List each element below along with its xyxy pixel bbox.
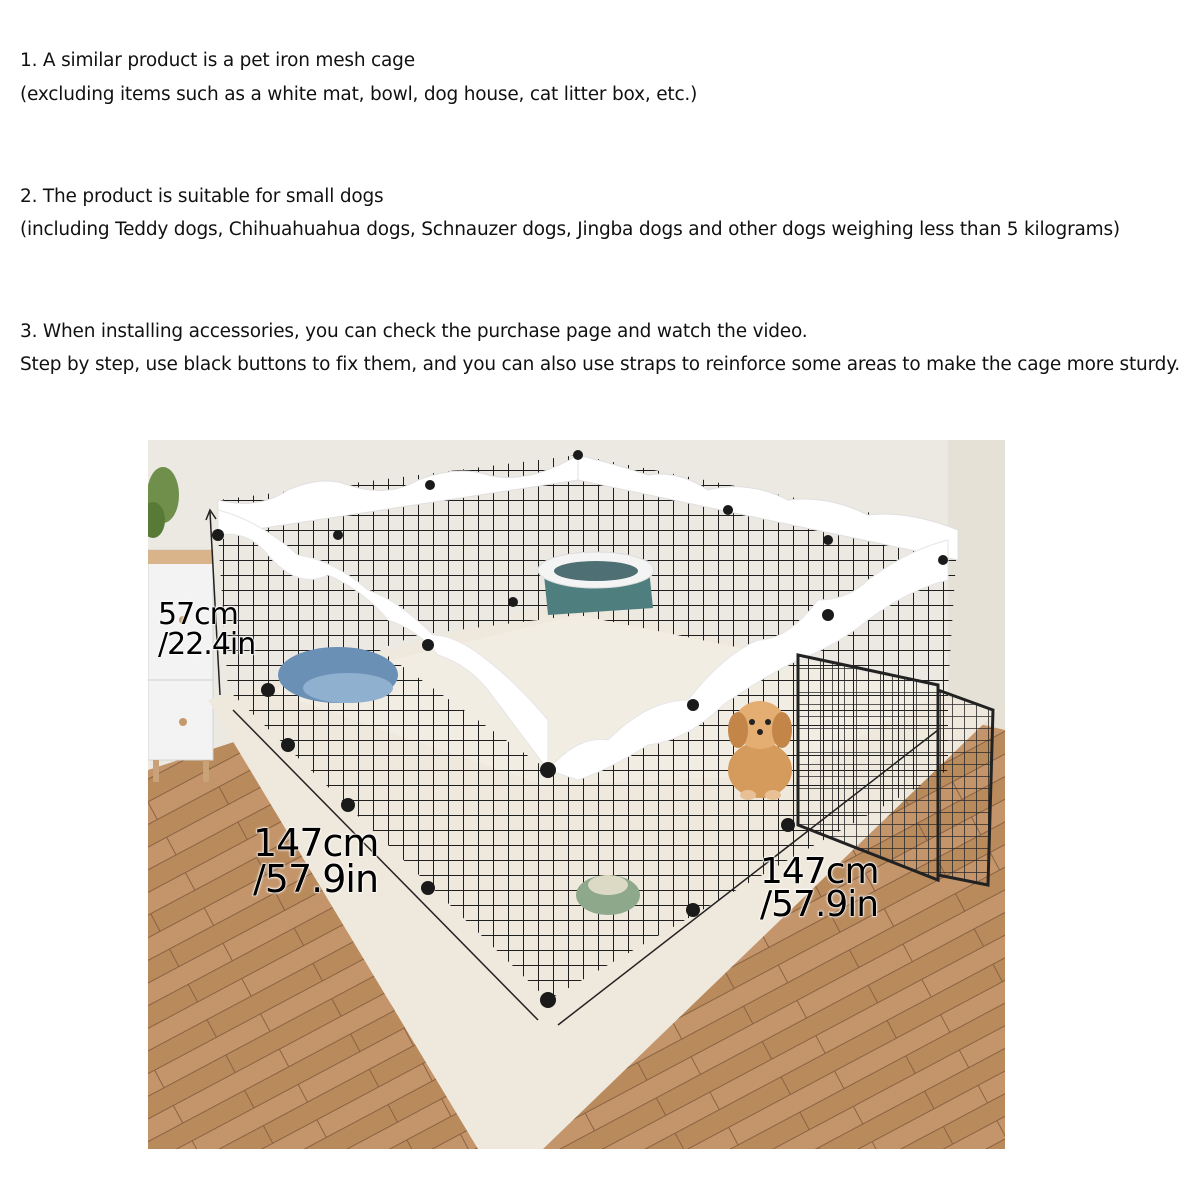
left-length-cm: 147cm	[253, 821, 379, 865]
playpen-illustration	[148, 440, 1005, 1149]
height-dimension-label	[158, 597, 256, 662]
right-length-cm: 147cm	[760, 851, 879, 892]
note-3-line-2: Step by step, use black buttons to fix them, and you can also use straps to reinforce some areas to make the cage more sturdy.	[20, 354, 1180, 375]
left-length-in: /57.9in	[253, 857, 379, 901]
side-cabinet	[148, 550, 213, 782]
note-2-line-1: 2. The product is suitable for small dogs	[20, 186, 384, 207]
dog-bed	[278, 647, 398, 703]
product-photo	[148, 440, 1005, 1149]
note-1-line-1: 1. A similar product is a pet iron mesh cage	[20, 50, 415, 71]
note-2-line-2: (including Teddy dogs, Chihuahuahua dogs, Schnauzer dogs, Jingba dogs and other dogs weighing less than 5 kilograms)	[20, 219, 1120, 240]
litter-box	[538, 552, 654, 615]
height-in: /22.4in	[158, 627, 256, 662]
note-3-line-1: 3. When installing accessories, you can check the purchase page and watch the video.	[20, 321, 808, 342]
right-length-in: /57.9in	[760, 884, 879, 925]
height-cm: 57cm	[158, 597, 238, 632]
puppy-image	[728, 701, 792, 800]
left-length-dimension-label	[253, 821, 379, 901]
bowl-icon	[576, 875, 640, 915]
note-1-line-2: (excluding items such as a white mat, bowl, dog house, cat litter box, etc.)	[20, 84, 698, 105]
right-length-dimension-label	[760, 851, 879, 925]
